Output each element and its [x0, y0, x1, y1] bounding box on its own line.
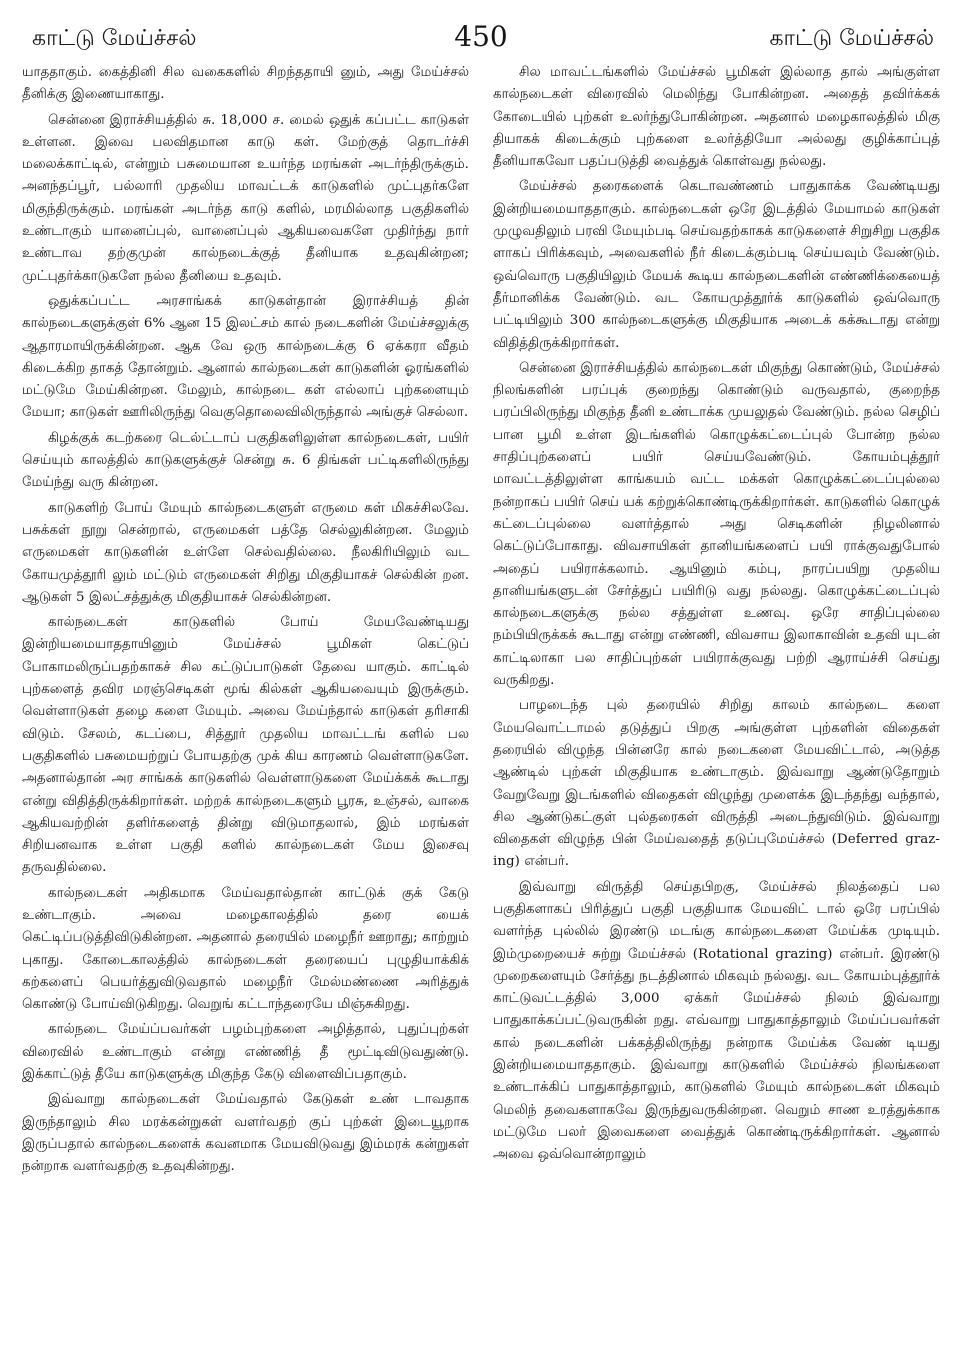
paragraph: காடுகளிற் போய் மேயும் கால்நடைகளுள் எருமை கள் மிகச்சிலவே. பசுக்கள் நூறு சென்றால், எருமைகள் பத்தே செல்லுகின்றன. மேலும் எருமைகள் காடுகளின் உள்ளே செல்வதில்லை. நீலகிரியிலும் வட கோயமுத்தூரி லும் மட்டும் எருமைகள் சிறிது மிகுதியாகச் செல்கின் றன. ஆடுகள் 5 இலட்சத்துக்கு மிகுதியாகச் செல்கின்றன. [22, 500, 469, 605]
paragraph: ஒதுக்கப்பட்ட அரசாங்கக் காடுகள்தான் இராச்சியத் தின் கால்நடைகளுக்குள் 6% ஆன 15 இலட்சம் கால் நடைகளின் மேய்ச்சலுக்கு ஆதாரமாயிருக்கின்றன. ஆக வே ஒரு கால்நடைக்கு 6 ஏக்கரா வீதம் கிடைக்கிற தாகத் தோன்றும். ஆனால் கால்நடைகள் காடுகளின் ஓரங்களில் மட்டுமே மேய்கின்றன. மேலும், கால்நடை கள் எல்லாப் புற்களையும் மேயா; காடுகள் ஊரிலிருந்து வெகுதொலைவிலிருந்தால் அங்குச் செல்லா. [22, 293, 469, 421]
left-column [22, 62, 469, 1358]
paragraph: கால்நடை மேய்ப்பவர்கள் பழம்புற்களை அழித்தால், புதுப்புற்கள் விரைவில் உண்டாகும் என்று எண்ணித் தீ மூட்டிவிடுவதுண்டு. இக்காட்டுத் தீயே காடுகளுக்கு மிகுந்த கேடு விளைவிப்பதாகும். [22, 1022, 469, 1083]
paragraph: சில மாவட்டங்களில் மேய்ச்சல் பூமிகள் இல்லாத தால் அங்குள்ள கால்நடைகள் விரைவில் மெலிந்து போகின்றன. அதைத் தவிர்க்கக் கோடையில் புற்கள் உலர்ந்துபோகின்றன. அதனால் மழைகாலத்தில் மிகு தியாகக் கிடைக்கும் புற்களை உலர்த்தியோ அல்லது குழிக்காப்புத் தீனியாகவோ பதப்படுத்தி வைத்துக் கொள்வது நல்லது. [493, 65, 940, 170]
page-number: 450 [454, 20, 508, 53]
running-title-right: காட்டு மேய்ச்சல் [769, 26, 934, 51]
paragraph: யாததாகும். கைத்தினி சில வகைகளில் சிறந்ததாயி னும், அது மேய்ச்சல் தீனிக்கு இணையாகாது. [22, 65, 469, 103]
paragraph: கால்நடைகள் அதிகமாக மேய்வதால்தான் காட்டுக் குக் கேடு உண்டாகும். அவை மழைகாலத்தில் தரை யைக் கெட்டிப்படுத்திவிடுகின்றன. அதனால் தரையில் மழைநீர் ஊறாது; காற்றும் புகாது. கோடைகாலத்தில் கால்நடைகள் தரையைப் புழுதியாக்கிக் கற்களைப் பெயர்த்துவிடுவதால் மழைநீர் மேல்மண்ணை அரித்துக் கொண்டு போய்விடுகிறது. வெறுங் கட்டாந்தரையே மிஞ்சுகிறது. [22, 885, 469, 1013]
paragraph: பாழடைந்த புல் தரையில் சிறிது காலம் கால்நடை களை மேயவொட்டாமல் தடுத்துப் பிறகு அங்குள்ள புற்களின் விதைகள் தரையில் விழுந்த பின்னரே கால் நடைகளை மேயவிட்டால், அடுத்த ஆண்டில் புற்கள் மிகுதியாக உண்டாகும். இவ்வாறு ஆண்டுதோறும் வேறுவேறு இடங்களில் விதைகள் விழுந்து முளைக்க இடந்தந்து வந்தால், சில ஆண்டுகட்குள் புல்தரைகள் விருத்தி அடைந்துவிடும். இவ்வாறு விதைகள் விழுந்த பின் மேய்வதைத் தடுப்புமேய்ச்சல் (Deferred graz- ing) என்பர். [493, 698, 940, 870]
page-header [22, 18, 940, 58]
paragraph: இவ்வாறு விருத்தி செய்தபிறகு, மேய்ச்சல் நிலத்தைப் பல பகுதிகளாகப் பிரித்துப் பகுதி பகுதியாக மேயவிட் டால் ஒரே பரப்பில் வளர்ந்த புல்லில் இரண்டு மடங்கு கால்நடைகளை மேய்க்க முடியும். இம்முறையைச் சுற்று மேய்ச்சல் (Rotational grazing) என்பர். இரண்டு முறைகளையும் சேர்த்து நடத்தினால் மிகவும் நல்லது. வட கோயம்புத்தூர்க் காட்டுவட்டத்தில் 3,000 ஏக்கர் மேய்ச்சல் நிலம் இவ்வாறு பாதுகாக்கப்பட்டுவருகின் றது. எவ்வாறு பாதுகாத்தாலும் மேய்ப்பவர்கள் கால் நடைகளின் பக்கத்திலிருந்து நன்றாக மேய்க்க வேண் டியது இன்றியமையாததாகும். இவ்வாறு காடுகளில் மேய்ச்சல் நிலங்களை உண்டாக்கிப் பாதுகாத்தாலும், காடுகளில் மேயும் கால்நடைகள் மிகவும் மெலிந் தவைகளாகவே இருந்துவருகின்றன. வெறும் சாண உரத்துக்காக மட்டுமே பலர் இவைகளை வைத்துக் கொண்டிருக்கிறார்கள். ஆனால் அவை ஒவ்வொன்றாலும் [493, 879, 940, 1163]
paragraph: கிழக்குக் கடற்கரை டெல்ட்டாப் பகுதிகளிலுள்ள கால்நடைகள், பயிர் செய்யும் காலத்தில் காடுகளுக்குச் சென்று சு. 6 திங்கள் பட்டிகளிலிருந்து மேய்ந்து வரு கின்றன. [22, 430, 469, 491]
right-column [493, 62, 940, 1358]
running-title-left: காட்டு மேய்ச்சல் [32, 26, 197, 51]
paragraph: சென்னை இராச்சியத்தில் சு. 18,000 ச. மைல் ஒதுக் கப்பட்ட காடுகள் உள்ளன. இவை பலவிதமான காடு கள். மேற்குத் தொடர்ச்சி மலைக்காட்டில், என்றும் பசுமையான உயர்ந்த மரங்கள் அடர்ந்திருக்கும். அனந்தப்பூர், பல்லாரி முதலிய மாவட்டக் காடுகளில் முட்புதர்களே மிகுந்திருக்கும். மரங்கள் அடர்ந்த காடு களில், மரமில்லாத பகுதிகளில் உண்டாகும் யானைப்புல், வானைப்புல் ஆகியவைகளே முதிர்ந்து நார் உண்டாவ தற்குமுன் கால்நடைக்குத் தீனியாக உதவுகின்றன; முட்புதர்க்காடுகளே நல்ல தீனியை உதவும். [22, 112, 469, 284]
paragraph: கால்நடைகள் காடுகளில் போய் மேயவேண்டியது இன்றியமையாததாயினும் மேய்ச்சல் பூமிகள் கெட்டுப் போகாமலிருப்பதற்காகச் சில கட்டுப்பாடுகள் தேவை யாகும். காட்டில் புற்களைத் தவிர மரஞ்செடிகள் மூங் கில்கள் ஆகியவையும் இருக்கும். வெள்ளாடுகள் தழை களை மேயும். அவை மேய்ந்தால் காடுகள் தரிசாகி விடும். சேலம், கடப்பை, சித்தூர் முதலிய மாவட்டங் களில் பல பகுதிகளில் பசுமையற்றுப் போயதற்கு முக் கிய காரணம் வெள்ளாடுகளே. அதனால்தான் அர சாங்கக் காடுகளில் வெள்ளாடுகளை மேய்க்கக் கூடாது என்று விதித்திருக்கிறார்கள். மற்றக் கால்நடைகளும் பூரசு, உஞ்சல், வாகை ஆகியவற்றின் தளிர்களைத் தின்று விடுமாதலால், இம் மரங்கள் சிறியனவாக உள்ள பகுதி களில் கால்நடைகள் மேய இசைவு தருவதில்லை. [22, 615, 469, 876]
paragraph: சென்னை இராச்சியத்தில் கால்நடைகள் மிகுந்து கொண்டும், மேய்ச்சல் நிலங்களின் பரப்புக் குறைந்து கொண்டும் வருவதால், குறைந்த பரப்பிலிருந்து மிகுந்த தீனி உண்டாக்க முயலுதல் வேண்டும். நல்ல செழிப் பான பூமி உள்ள இடங்களில் கொழுக்கட்டைப்புல் போன்ற நல்ல சாதிப்புற்களைப் பயிர் செய்யவேண்டும். கோயம்புத்தூர் மாவட்டத்திலுள்ள காங்கயம் வட்ட மக்கள் கொழுக்கட்டைப்புல்லை நன்றாகப் பயிர் செய் யக் கற்றுக்கொண்டிருக்கிறார்கள். காடுகளில் கொழுக் கட்டைப்புல்லை வளர்த்தால் அது செடிகளின் நிழலினால் கெட்டுப்போகாது. விவசாயிகள் தானியங்களைப் பயி ராக்குவதுபோல் அதைப் பயிராக்கலாம். ஆயினும் கம்பு, நாரப்பயிறு முதலிய தானியங்களுடன் சேர்த்துப் பயிரிடு வது நல்லது. கொழுக்கட்டைப்புல் கால்நடைகளுக்கு நல்ல சத்துள்ள உணவு. ஒரே சாதிப்புல்லை நம்பியிருக்கக் கூடாது என்று எண்ணி, விவசாய இலாகாவின் உதவி யுடன் காட்டிலாகா பல சாதிப்புற்கள் பயிராக்குவது பற்றி ஆராய்ச்சி செய்து வருகிறது. [493, 360, 940, 689]
paragraph: இவ்வாறு கால்நடைகள் மேய்வதால் கேடுகள் உண் டாவதாக இருந்தாலும் சில மரக்கன்றுகள் வளர்வதற் குப் புற்கள் இடையூறாக இருப்பதால் கால்நடைகளைக் கவனமாக மேயவிடுவது இம்மரக் கன்றுகள் நன்றாக வளர்வதற்கு உதவுகின்றது. [22, 1092, 469, 1175]
text-columns [22, 62, 940, 1358]
paragraph: மேய்ச்சல் தரைகளைக் கெடாவண்ணம் பாதுகாக்க வேண்டியது இன்றியமையாததாகும். கால்நடைகள் ஒரே இடத்தில் மேயாமல் காடுகள் முழுவதிலும் பரவி மேயும்படி செய்வதற்காகக் காடுகளைச் சிறுசிறு பகுதிக ளாகப் பிரிக்கவும், அவைகளில் நீர் கிடைக்கும்படி செய்யவும் வேண்டும். ஒவ்வொரு பகுதியிலும் மேயக் கூடிய கால்நடைகளின் எண்ணிக்கையைத் தீர்மானிக்க வேண்டும். வட கோயமுத்தூர்க் காடுகளில் ஒவ்வொரு பட்டியிலும் 300 கால்நடைகளுக்கு மிகுதியாக அடைக் கக்கூடாது என்று விதித்திருக்கிறார்கள். [493, 179, 940, 351]
